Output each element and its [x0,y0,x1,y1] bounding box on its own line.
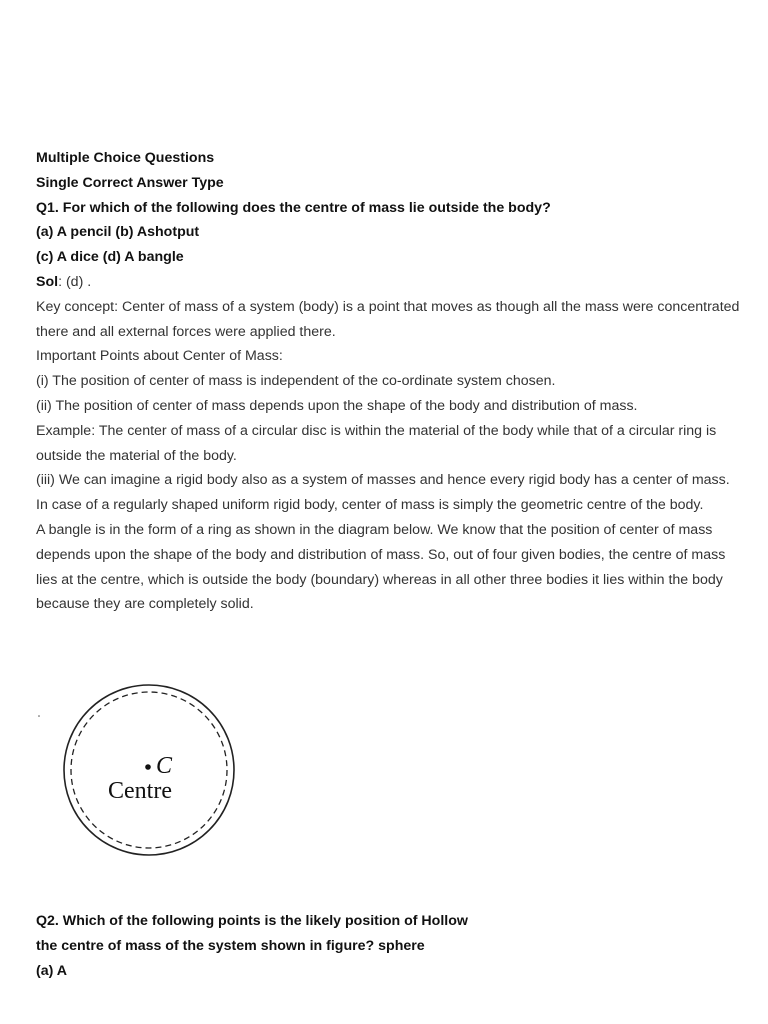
q1-options-cd: (c) A dice (d) A bangle [36,249,184,266]
stray-dot [38,715,40,717]
q1-options-ab: (a) A pencil (b) Ashotput [36,224,200,241]
q1-question: Q1. For which of the following does the centre of mass lie outside the body? [36,199,551,216]
inner-dashed-ring [71,692,227,848]
important-points-heading: Important Points about Center of Mass: [36,348,283,365]
bangle-diagram [36,676,246,866]
centre-point-dot [145,764,151,770]
q2-question-line1: Q2. Which of the following points is the likely position of Hollow [36,913,468,929]
point-2: (ii) The position of center of mass depends upon the shape of the body and distribution of mass. [36,397,638,414]
q2-question-line2: the centre of mass of the system shown in figure? sphere [36,937,425,954]
point-3: (iii) We can imagine a rigid body also as a system of masses and hence every rigid body has a center of mass. In case of a regularly shaped uniform rigid body, center of mass is simply the geometric centre of the body. [36,472,730,514]
key-concept-paragraph: Key concept: Center of mass of a system (body) is a point that moves as though all the mass were concentrated there and all external forces were applied there. [36,298,740,340]
q2-option-a: (a) A [36,962,68,979]
section-heading: Multiple Choice Questions [36,150,215,166]
q1-solution [36,270,740,295]
question-type-heading: Single Correct Answer Type [36,174,224,191]
explanation-paragraph: A bangle is in the form of a ring as shown in the diagram below. We know that the position of center of mass depends upon the shape of the body and distribution of mass. So, out of four given bodies, the centre of mass lies at the centre, which is outside the body (boundary) whereas in all other three bodies it lies within the body because they are completely solid. [36,521,726,613]
ring-figure [36,676,246,866]
example-paragraph: Example: The center of mass of a circular disc is within the material of the body while that of a circular ring is outside the material of the body. [36,422,717,464]
point-1: (i) The position of center of mass is independent of the co-ordinate system chosen. [36,373,556,390]
point-c-label: C [156,753,173,779]
document-body [36,146,740,617]
sol-answer: : (d) . [58,273,92,290]
sol-label: Sol [36,273,59,290]
outer-ring [64,685,234,855]
q2-block [36,909,740,983]
centre-label: Centre [108,778,172,804]
